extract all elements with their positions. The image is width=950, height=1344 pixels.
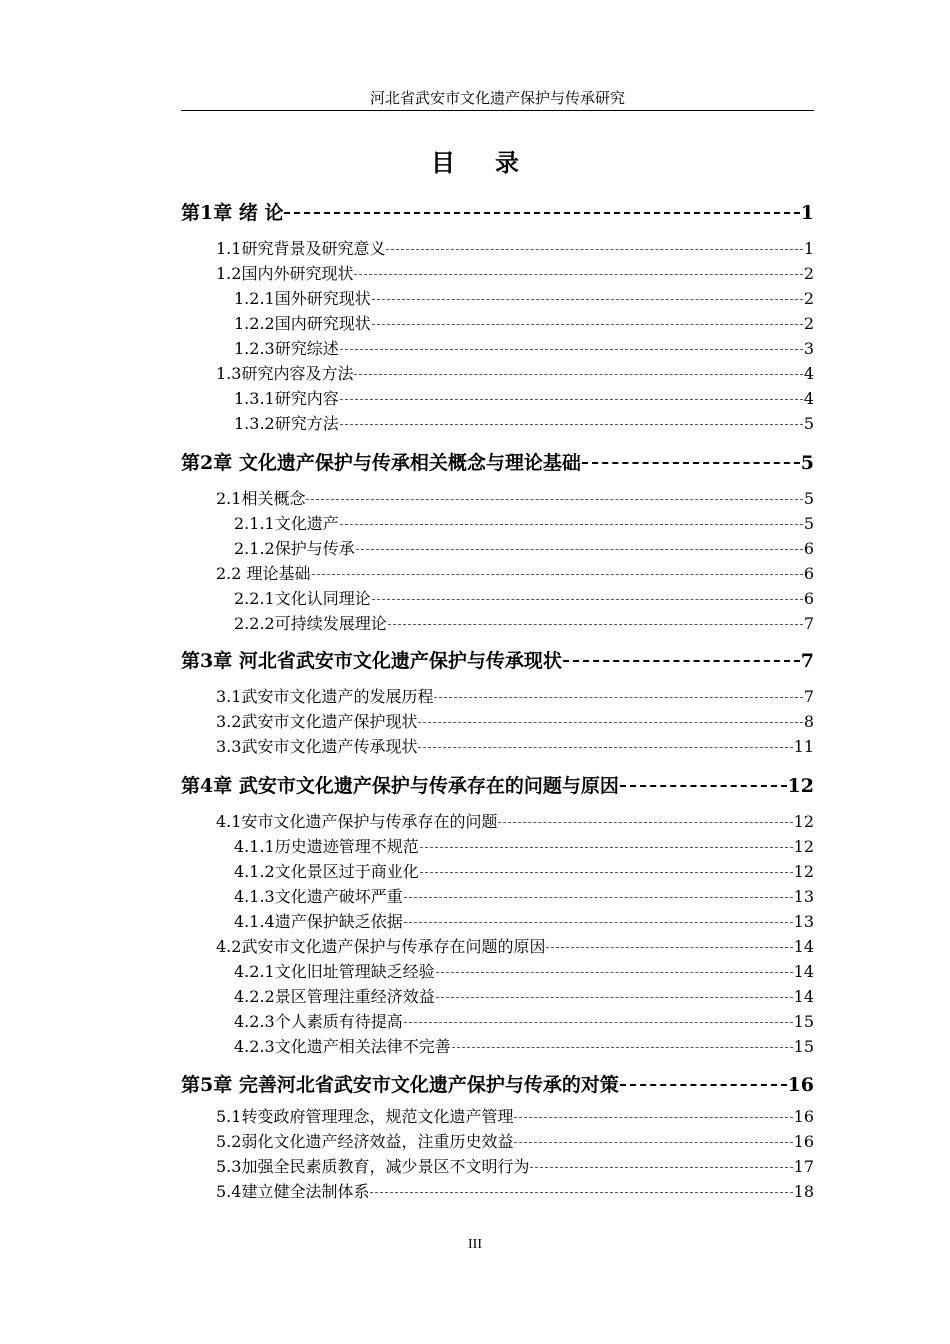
toc-page-number: 16: [787, 1074, 814, 1096]
toc-entry-title: 4.2.3个人素质有待提高: [234, 1012, 403, 1031]
toc-subsection-entry[interactable]: [181, 388, 814, 410]
toc-section-entry[interactable]: [181, 936, 814, 958]
toc-dot-leader: [386, 249, 802, 250]
toc-section-entry[interactable]: [181, 1131, 814, 1153]
toc-entry-title: 4.2.3文化遗产相关法律不完善: [234, 1037, 451, 1056]
toc-dot-leader: [563, 660, 800, 662]
toc-page-number: 18: [793, 1182, 814, 1201]
toc-chapter-entry[interactable]: [181, 773, 814, 799]
toc-dot-leader: [420, 872, 793, 873]
toc-entry-title: 1.3.1研究内容: [234, 389, 339, 408]
toc-section-entry[interactable]: [181, 736, 814, 758]
toc-dot-leader: [582, 462, 800, 464]
toc-section-entry[interactable]: [181, 1181, 814, 1203]
toc-dot-leader: [340, 424, 803, 425]
toc-entry-title: 5.4建立健全法制体系: [216, 1182, 370, 1201]
toc-section-entry[interactable]: [181, 563, 814, 585]
running-header: 河北省武安市文化遗产保护与传承研究: [369, 89, 625, 107]
toc-entry-title: 4.1.3文化遗产破坏严重: [234, 887, 403, 906]
toc-entry-title: 4.2武安市文化遗产保护与传承存在问题的原因: [216, 937, 546, 956]
toc-subsection-entry[interactable]: [181, 861, 814, 883]
toc-dot-leader: [370, 1192, 792, 1193]
toc-subsection-entry[interactable]: [181, 288, 814, 310]
toc-entry-title: 2.2.1文化认同理论: [234, 589, 371, 608]
toc-page-number: 3: [803, 339, 814, 358]
toc-page-number: 12: [793, 812, 814, 831]
toc-entry-title: 4.1.1历史遗迹管理不规范: [234, 837, 419, 856]
toc-subsection-entry[interactable]: [181, 613, 814, 635]
toc-subsection-entry[interactable]: [181, 886, 814, 908]
toc-page-number: 4: [803, 389, 814, 408]
toc-page-number: 4: [803, 364, 814, 383]
toc-page-number: 15: [793, 1037, 814, 1056]
toc-subsection-entry[interactable]: [181, 588, 814, 610]
toc-dot-leader: [452, 1047, 793, 1048]
toc-page-number: 5: [803, 514, 814, 533]
toc-dot-leader: [404, 922, 793, 923]
toc-entry-title: 第1章 绪 论: [181, 202, 284, 224]
toc-section-entry[interactable]: [181, 686, 814, 708]
toc-subsection-entry[interactable]: [181, 986, 814, 1008]
toc-dot-leader: [436, 997, 793, 998]
toc-dot-leader: [418, 722, 802, 723]
toc-page-number: 17: [793, 1157, 814, 1176]
toc-dot-leader: [284, 212, 799, 214]
toc-dot-leader: [340, 524, 803, 525]
header-rule: [181, 110, 814, 111]
toc-entry-title: 第5章 完善河北省武安市文化遗产保护与传承的对策: [181, 1074, 619, 1096]
toc-page-number: 13: [793, 912, 814, 931]
toc-subsection-entry[interactable]: [181, 313, 814, 335]
toc-page-number: 8: [803, 712, 814, 731]
toc-page-number: 5: [800, 452, 814, 474]
toc-page-number: 7: [803, 614, 814, 633]
toc-page-number: 14: [793, 962, 814, 981]
toc-entry-title: 第4章 武安市文化遗产保护与传承存在的问题与原因: [181, 775, 619, 797]
toc-dot-leader: [372, 324, 803, 325]
toc-subsection-entry[interactable]: [181, 538, 814, 560]
toc-dot-leader: [620, 1084, 787, 1086]
toc-entry-title: 第2章 文化遗产保护与传承相关概念与理论基础: [181, 452, 581, 474]
toc-chapter-entry[interactable]: [181, 648, 814, 674]
toc-subsection-entry[interactable]: [181, 1011, 814, 1033]
toc-entry-title: 4.2.1文化旧址管理缺乏经验: [234, 962, 435, 981]
toc-dot-leader: [404, 1022, 793, 1023]
toc-subsection-entry[interactable]: [181, 1036, 814, 1058]
toc-section-entry[interactable]: [181, 488, 814, 510]
toc-entry-title: 1.3.2研究方法: [234, 414, 339, 433]
toc-page-number: 2: [803, 314, 814, 333]
toc-section-entry[interactable]: [181, 238, 814, 260]
toc-subsection-entry[interactable]: [181, 961, 814, 983]
toc-entry-title: 2.1.2保护与传承: [234, 539, 355, 558]
toc-dot-leader: [404, 897, 793, 898]
toc-dot-leader: [372, 299, 803, 300]
toc-page-number: 5: [803, 489, 814, 508]
toc-entry-title: 5.1转变政府管理理念，规范文化遗产管理: [216, 1107, 514, 1126]
toc-page-number: 6: [803, 539, 814, 558]
toc-dot-leader: [498, 822, 792, 823]
toc-page-number: 2: [803, 264, 814, 283]
toc-entry-title: 1.2.2国内研究现状: [234, 314, 371, 333]
toc-dot-leader: [420, 847, 793, 848]
toc-dot-leader: [436, 972, 793, 973]
toc-chapter-entry[interactable]: [181, 450, 814, 476]
toc-entry-title: 4.1.4遗产保护缺乏依据: [234, 912, 403, 931]
toc-entry-title: 3.1武安市文化遗产的发展历程: [216, 687, 434, 706]
toc-dot-leader: [514, 1142, 792, 1143]
toc-entry-title: 3.3武安市文化遗产传承现状: [216, 737, 418, 756]
toc-section-entry[interactable]: [181, 811, 814, 833]
toc-entry-title: 5.2弱化文化遗产经济效益，注重历史效益: [216, 1132, 514, 1151]
toc-page-number: 16: [793, 1132, 814, 1151]
toc-page-number: 14: [793, 937, 814, 956]
toc-dot-leader: [372, 599, 803, 600]
toc-page-number: 2: [803, 289, 814, 308]
toc-entry-title: 2.2 理论基础: [216, 564, 311, 583]
toc-section-entry[interactable]: [181, 1106, 814, 1128]
toc-page-number: 14: [793, 987, 814, 1006]
toc-dot-leader: [434, 697, 802, 698]
toc-page-number: 15: [793, 1012, 814, 1031]
toc-dot-leader: [530, 1167, 792, 1168]
page-number: III: [468, 1237, 482, 1252]
toc-section-entry[interactable]: [181, 263, 814, 285]
toc-entry-title: 4.2.2景区管理注重经济效益: [234, 987, 435, 1006]
toc-entry-title: 2.1.1文化遗产: [234, 514, 339, 533]
toc-entry-title: 1.1研究背景及研究意义: [216, 239, 386, 258]
toc-entry-title: 5.3加强全民素质教育，减少景区不文明行为: [216, 1157, 530, 1176]
toc-subsection-entry[interactable]: [181, 836, 814, 858]
toc-page-number: 6: [803, 564, 814, 583]
toc-dot-leader: [312, 574, 803, 575]
toc-page-number: 13: [793, 887, 814, 906]
toc-dot-leader: [388, 624, 803, 625]
toc-page-number: 1: [800, 202, 814, 224]
toc-chapter-entry[interactable]: [181, 1072, 814, 1098]
toc-page-number: 12: [787, 775, 814, 797]
toc-page-number: 1: [803, 239, 814, 258]
toc-entry-title: 2.1相关概念: [216, 489, 306, 508]
toc-section-entry[interactable]: [181, 711, 814, 733]
toc-entry-title: 1.2.3研究综述: [234, 339, 339, 358]
toc-entry-title: 第3章 河北省武安市文化遗产保护与传承现状: [181, 650, 562, 672]
toc-dot-leader: [354, 374, 802, 375]
toc-entry-title: 1.2.1国外研究现状: [234, 289, 371, 308]
toc-dot-leader: [356, 549, 803, 550]
toc-dot-leader: [546, 947, 792, 948]
toc-page-number: 12: [793, 862, 814, 881]
toc-subsection-entry[interactable]: [181, 513, 814, 535]
toc-title: 目录: [431, 148, 559, 177]
toc-dot-leader: [354, 274, 802, 275]
toc-section-entry[interactable]: [181, 1156, 814, 1178]
toc-subsection-entry[interactable]: [181, 338, 814, 360]
toc-entry-title: 4.1.2文化景区过于商业化: [234, 862, 419, 881]
toc-dot-leader: [306, 499, 802, 500]
toc-entry-title: 3.2武安市文化遗产保护现状: [216, 712, 418, 731]
toc-page-number: 7: [800, 650, 814, 672]
toc-dot-leader: [340, 349, 803, 350]
toc-entry-title: 4.1安市文化遗产保护与传承存在的问题: [216, 812, 498, 831]
toc-page-number: 6: [803, 589, 814, 608]
toc-entry-title: 1.2国内外研究现状: [216, 264, 354, 283]
toc-entry-title: 2.2.2可持续发展理论: [234, 614, 387, 633]
toc-page-number: 7: [803, 687, 814, 706]
toc-page-number: 12: [793, 837, 814, 856]
toc-dot-leader: [418, 747, 792, 748]
toc-dot-leader: [340, 399, 803, 400]
toc-chapter-entry[interactable]: [181, 200, 814, 226]
toc-page-number: 5: [803, 414, 814, 433]
toc-entry-title: 1.3研究内容及方法: [216, 364, 354, 383]
toc-subsection-entry[interactable]: [181, 413, 814, 435]
toc-dot-leader: [620, 785, 787, 787]
toc-page-number: 16: [793, 1107, 814, 1126]
toc-section-entry[interactable]: [181, 363, 814, 385]
toc-page-number: 11: [793, 737, 814, 756]
toc-dot-leader: [514, 1117, 792, 1118]
toc-subsection-entry[interactable]: [181, 911, 814, 933]
